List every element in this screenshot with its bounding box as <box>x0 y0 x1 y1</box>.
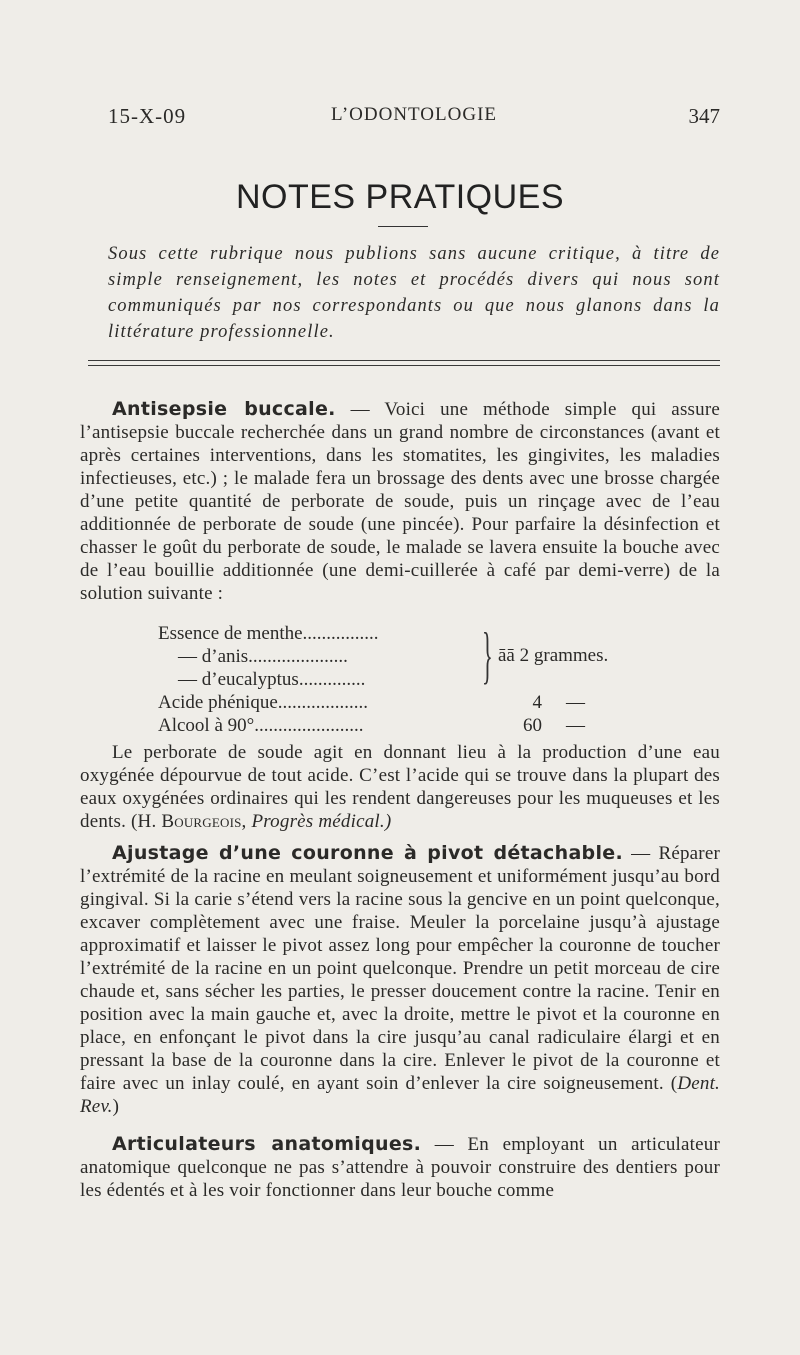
closing-paren: ) <box>112 1096 120 1117</box>
page-number: 347 <box>688 104 720 128</box>
section-heading: Articulateurs anatomiques. <box>112 1133 422 1155</box>
formula-table <box>158 619 718 738</box>
group-amount: āā 2 grammes. <box>498 645 609 666</box>
ingredient-label: — d’anis..................... <box>178 646 348 667</box>
brace-glyph: } <box>482 619 493 690</box>
section-antisepsie <box>80 398 720 605</box>
author-name: Bourgeois, <box>161 811 247 832</box>
formula-row <box>158 669 718 692</box>
journal-title: L’ODONTOLOGIE <box>330 104 498 125</box>
section-articulateurs <box>80 1133 720 1202</box>
paragraph-text: — Voici une méthode simple qui assure l’antisepsie buccale recherchée dans un grand nombre de circonstances (avant et après certaines interventions, dans les stomatites, les gingivites, les maladies infectieuses, etc.) ; le malade fera un brossage des dents avec une brosse chargée d’une petite quantité de perborate de soude, puis un rinçage avec de l’eau additionnée de perborate de soude (une pincée). Pour parfaire la désinfection et chasser le goût du perborate de soude, le malade se lavera ensuite la bouche avec de l’eau bouillie additionnée (une demi-cuillerée à café par demi-verre) de la solution suivante : <box>80 399 720 604</box>
section-heading: Ajustage d’une couronne à pivot détachable. <box>112 842 623 864</box>
intro-paragraph: Sous cette rubrique nous publions sans aucune critique, à titre de simple renseignement, les notes et procédés divers qui nous sont communiqués par nos correspondants ou que nous glanons dans la littérature professionnelle. <box>108 244 720 342</box>
title-underline <box>378 226 428 227</box>
paragraph <box>80 842 720 1118</box>
paragraph-text: Le perborate de soude agit en donnant lieu à la production d’une eau oxygénée dépourvue de tout acide. C’est l’acide qui se trouve dans la plupart des eaux oxygénées ordinaires qui les rendent dangereuses pour les muqueuses et les dents. (H. <box>80 742 720 832</box>
ingredient-quantity: 60 <box>523 715 542 736</box>
ingredient-label: Alcool à 90°....................... <box>158 715 364 736</box>
formula-row <box>158 623 718 646</box>
ingredient-label: Essence de menthe................ <box>158 623 379 644</box>
formula-row <box>158 692 718 715</box>
issue-date: 15-X-09 <box>108 104 187 128</box>
section-antisepsie-continued <box>80 741 720 833</box>
double-rule-divider <box>88 360 720 370</box>
ingredient-quantity: 4 <box>532 692 542 713</box>
paragraph-text: — Réparer l’extrémité de la racine en meulant soigneusement et uniformément jusqu’au bord gingival. Si la carie s’étend vers la racine sous la gencive en un point quelconque, excaver complètement avec une fraise. Meuler la porcelaine jusqu’à ajustage approximatif et laisser le pivot assez long pour empêcher la couronne de toucher l’extrémité de la racine en un point quelconque. Prendre un petit morceau de cire chaude et, sans sécher les parties, le presser doucement contre la racine. Tenir en position avec la main gauche et, avec la droite, mettre le pivot et la couronne en place, en enfonçant le pivot dans la cire jusqu’au canal radiculaire élargi et en pressant la base de la couronne dans la cire. Enlever le pivot de la couronne et faire avec un inlay coulé, en ayant soin d’enlever la cire soigneusement. ( <box>80 843 720 1094</box>
paragraph <box>80 1133 720 1202</box>
ingredient-unit: — <box>566 692 585 713</box>
paragraph-text: — En employant un articulateur anatomique quelconque ne pas s’attendre à pouvoir construire des dentiers pour les édentés et à les voir fonctionner dans leur bouche comme <box>80 1134 721 1201</box>
section-title: NOTES PRATIQUES <box>235 178 565 216</box>
ingredient-label: Acide phénique................... <box>158 692 369 713</box>
running-head <box>108 104 720 132</box>
formula-row <box>158 646 718 669</box>
section-ajustage <box>80 842 720 1118</box>
formula-row <box>158 715 718 738</box>
ingredient-unit: — <box>566 715 585 736</box>
source-citation: Progrès médical.) <box>251 811 392 832</box>
ingredient-label: — d’eucalyptus.............. <box>178 669 366 690</box>
source-citation: Dent. Rev. <box>80 1073 720 1117</box>
paragraph <box>80 741 720 833</box>
section-heading: Antisepsie buccale. <box>112 398 336 420</box>
paragraph <box>80 398 720 605</box>
